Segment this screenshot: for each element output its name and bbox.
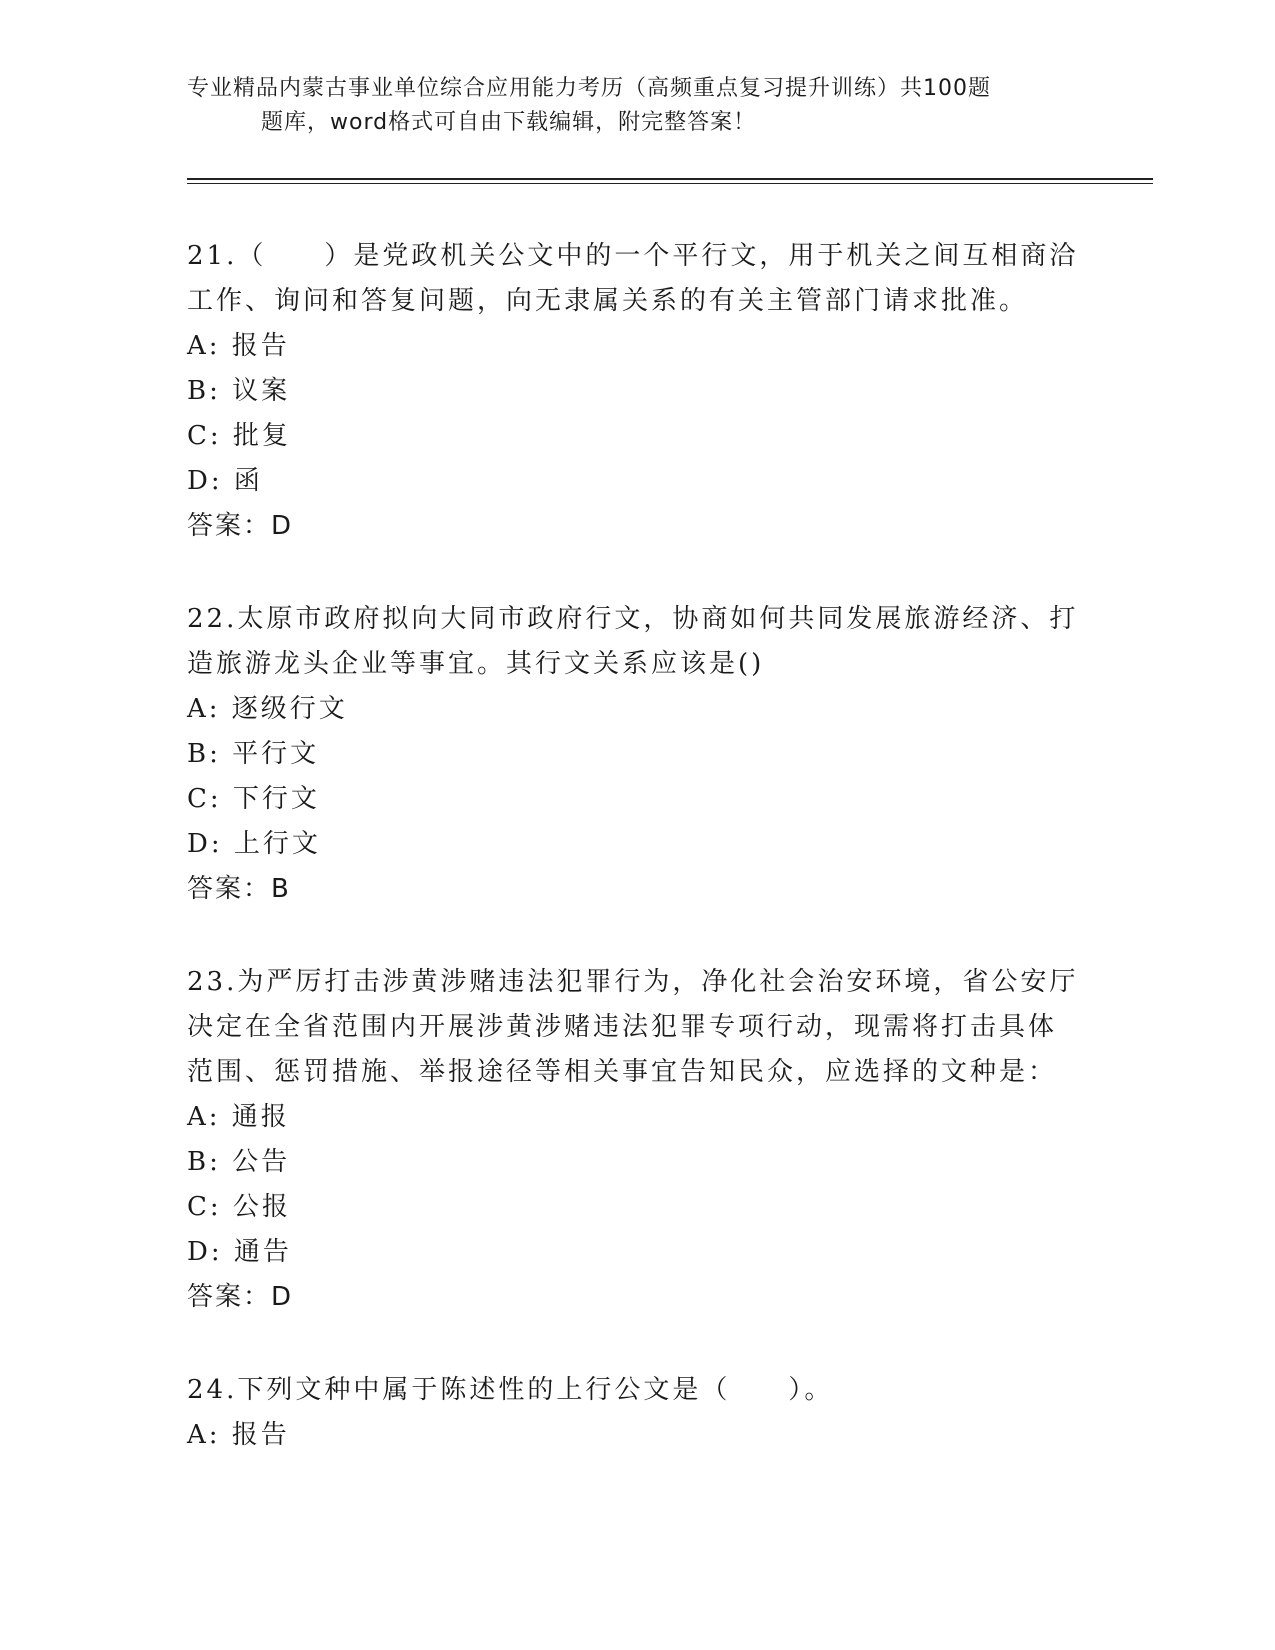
option-a: A: 通报	[187, 1102, 290, 1132]
option-d: D: 上行文	[187, 829, 321, 859]
question-stem-line: 造旅游龙头企业等事宜。其行文关系应该是()	[187, 649, 765, 679]
document-header	[187, 72, 1067, 140]
option-c: C: 下行文	[187, 784, 320, 814]
option-a: A: 逐级行文	[187, 694, 348, 724]
question-stem-line: 22.太原市政府拟向大同市政府行文，协商如何共同发展旅游经济、打	[187, 604, 1079, 634]
question-stem-line: 23.为严厉打击涉黄涉赌违法犯罪行为，净化社会治安环境，省公安厅	[187, 967, 1079, 997]
option-b: B: 公告	[187, 1147, 291, 1177]
question-stem-line: 24.下列文种中属于陈述性的上行公文是（ ）。	[187, 1375, 834, 1405]
question-stem-line: 21.（ ）是党政机关公文中的一个平行文，用于机关之间互相商洽	[187, 241, 1079, 271]
question-21	[187, 234, 1087, 549]
question-stem-line: 工作、询问和答复问题，向无隶属关系的有关主管部门请求批准。	[187, 286, 1029, 316]
answer-line: 答案：D	[187, 1282, 294, 1312]
option-a: A: 报告	[187, 331, 290, 361]
answer-line: 答案：D	[187, 511, 294, 541]
question-stem-line: 决定在全省范围内开展涉黄涉赌违法犯罪专项行动，现需将打击具体	[187, 1012, 1058, 1042]
option-b: B: 议案	[187, 376, 291, 406]
option-b: B: 平行文	[187, 739, 320, 769]
option-c: C: 公报	[187, 1192, 291, 1222]
option-c: C: 批复	[187, 421, 291, 451]
answer-line: 答案：B	[187, 874, 291, 904]
header-title-line-2: 题库，word格式可自由下载编辑，附完整答案！	[261, 110, 757, 135]
question-stem-line: 范围、惩罚措施、举报途径等相关事宜告知民众，应选择的文种是：	[187, 1057, 1058, 1087]
header-title-line-1: 专业精品内蒙古事业单位综合应用能力考历（高频重点复习提升训练）共100题	[187, 76, 991, 101]
question-24	[187, 1368, 1087, 1458]
option-d: D: 函	[187, 466, 263, 496]
header-divider-thin	[187, 183, 1153, 184]
question-22	[187, 597, 1087, 912]
header-divider-thick	[187, 178, 1153, 180]
option-a: A: 报告	[187, 1420, 290, 1450]
option-d: D: 通告	[187, 1237, 292, 1267]
question-23	[187, 960, 1087, 1320]
